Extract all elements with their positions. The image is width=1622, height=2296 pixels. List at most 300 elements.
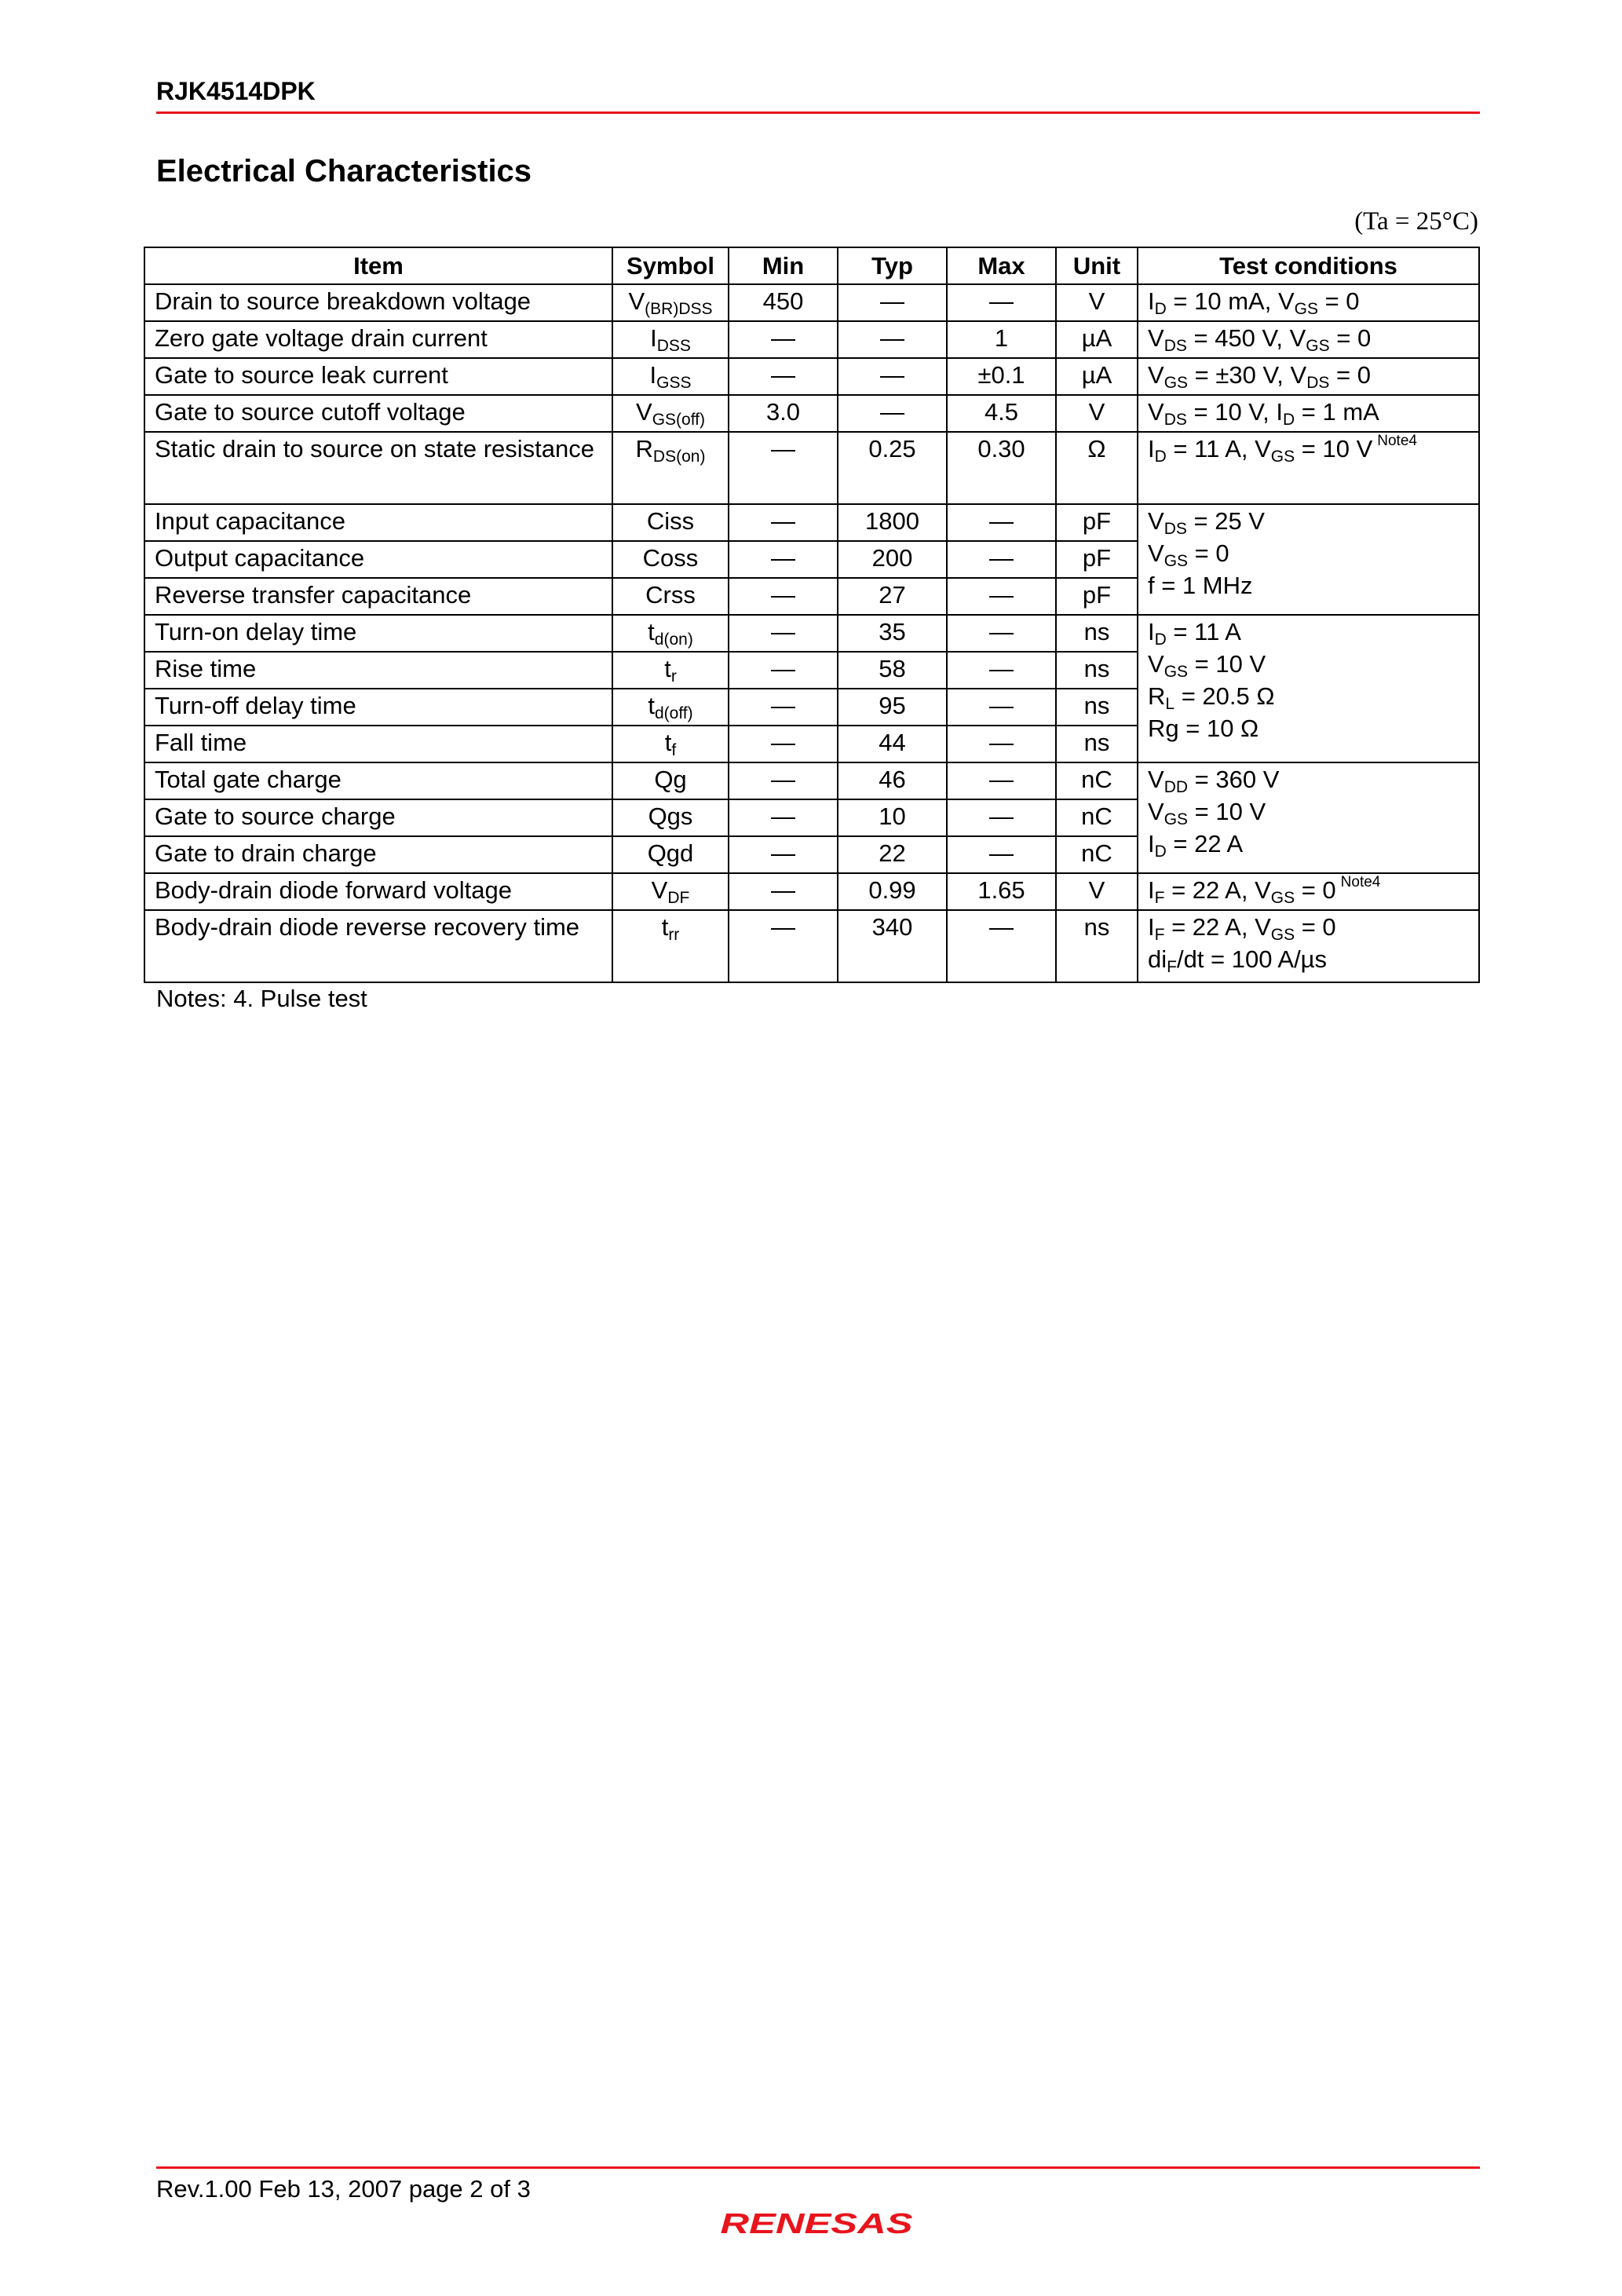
cond-sub: D	[1154, 448, 1167, 466]
symbol-cell	[612, 726, 729, 762]
cond-text: = 360 V	[1188, 766, 1280, 793]
header-unit: Unit	[1056, 247, 1138, 284]
symbol-main: R	[635, 435, 653, 462]
unit-value: nC	[1081, 803, 1112, 830]
typ-value: 340	[871, 913, 913, 941]
cond-line	[1148, 763, 1469, 795]
cond-text: V	[1148, 650, 1164, 678]
cond-text: Rg = 10 Ω	[1148, 715, 1259, 742]
min-cell	[729, 652, 838, 689]
unit-value: pF	[1082, 544, 1112, 572]
min-cell	[729, 395, 838, 432]
cond-text: = 22 A, V	[1164, 876, 1271, 904]
symbol-cell	[612, 652, 729, 689]
table-row	[144, 284, 1479, 321]
min-value: 450	[762, 287, 804, 315]
typ-value: —	[880, 324, 904, 352]
unit-value: µA	[1081, 324, 1112, 352]
max-cell	[947, 689, 1056, 726]
max-value: —	[989, 839, 1014, 867]
unit-cell	[1056, 689, 1138, 726]
cond-text: f = 1 MHz	[1148, 572, 1253, 599]
item-text: Zero gate voltage drain current	[155, 324, 488, 352]
cond-text: = 20.5 Ω	[1174, 682, 1275, 710]
min-cell	[729, 321, 838, 358]
min-cell	[729, 541, 838, 578]
symbol-cell	[612, 836, 729, 873]
ambient-condition: (Ta = 25°C)	[1354, 207, 1478, 236]
min-cell	[729, 504, 838, 541]
cond-sub: GS	[1164, 374, 1189, 392]
table-row	[144, 432, 1479, 504]
cond-text: = 0	[1329, 361, 1371, 389]
cond-line	[1148, 569, 1469, 601]
item-cell	[144, 873, 612, 910]
item-cell	[144, 284, 612, 321]
cond-sub: F	[1167, 958, 1177, 976]
symbol-main: t	[648, 618, 655, 645]
max-cell	[947, 762, 1056, 799]
min-value: —	[771, 913, 795, 941]
notes: Notes: 4. Pulse test	[156, 985, 367, 1012]
unit-cell	[1056, 910, 1138, 982]
unit-cell	[1056, 504, 1138, 541]
min-cell	[729, 910, 838, 982]
typ-cell	[838, 726, 947, 762]
symbol-main: I	[650, 324, 657, 352]
item-text: Body-drain diode reverse recovery time	[155, 913, 580, 941]
unit-cell	[1056, 726, 1138, 762]
symbol-main: Ciss	[646, 507, 695, 535]
symbol-sub: DS(on)	[652, 448, 706, 466]
header-symbol: Symbol	[612, 247, 729, 284]
section-title: Electrical Characteristics	[156, 154, 532, 188]
typ-value: 44	[879, 729, 906, 756]
test-conditions-cell	[1138, 321, 1479, 358]
cond-line	[1148, 616, 1469, 648]
max-value: —	[989, 803, 1014, 830]
symbol-main: Qgd	[647, 839, 694, 867]
typ-cell	[838, 836, 947, 873]
symbol-main: t	[664, 655, 671, 682]
cond-line	[1148, 943, 1469, 975]
unit-value: Ω	[1087, 435, 1106, 462]
unit-value: pF	[1082, 581, 1112, 609]
cond-text: = 10 V	[1295, 435, 1373, 462]
unit-value: V	[1088, 287, 1105, 315]
cond-text: = ±30 V, V	[1188, 361, 1307, 389]
test-conditions-cell	[1138, 284, 1479, 321]
max-cell	[947, 321, 1056, 358]
unit-value: ns	[1083, 618, 1110, 645]
symbol-sub: d(on)	[654, 631, 693, 649]
symbol-sub: GSS	[656, 374, 692, 392]
max-cell	[947, 726, 1056, 762]
max-cell	[947, 504, 1056, 541]
cond-text: = 10 V	[1188, 650, 1266, 678]
min-value: —	[771, 361, 795, 389]
cond-text: = 0	[1295, 876, 1336, 904]
test-conditions-cell	[1138, 615, 1479, 762]
symbol-cell	[612, 358, 729, 395]
renesas-logo-text: RENESAS	[720, 2207, 913, 2239]
symbol-sub: d(off)	[654, 704, 693, 722]
symbol-main: Qgs	[648, 803, 693, 830]
symbol-cell	[612, 432, 729, 504]
symbol-cell	[612, 762, 729, 799]
min-cell	[729, 689, 838, 726]
max-cell	[947, 358, 1056, 395]
unit-value: ns	[1083, 692, 1110, 719]
unit-cell	[1056, 762, 1138, 799]
max-cell	[947, 578, 1056, 615]
item-text: Static drain to source on state resistance	[155, 435, 595, 462]
typ-cell	[838, 358, 947, 395]
min-cell	[729, 726, 838, 762]
typ-cell	[838, 652, 947, 689]
header-test-conditions: Test conditions	[1138, 247, 1479, 284]
item-text: Reverse transfer capacitance	[155, 581, 472, 609]
item-text: Gate to source leak current	[155, 361, 448, 389]
item-cell	[144, 910, 612, 982]
cond-sub: GS	[1270, 448, 1295, 466]
symbol-sub: rr	[668, 926, 680, 944]
cond-text: = 22 A	[1166, 830, 1244, 857]
max-value: —	[989, 287, 1014, 315]
symbol-sub: DSS	[656, 337, 691, 355]
item-text: Input capacitance	[155, 507, 346, 535]
symbol-cell	[612, 504, 729, 541]
item-text: Gate to source cutoff voltage	[155, 398, 466, 426]
cond-sub: D	[1154, 843, 1167, 861]
symbol-sub: f	[671, 741, 677, 759]
cond-text: = 25 V	[1186, 507, 1265, 535]
typ-value: 200	[871, 544, 913, 572]
min-cell	[729, 836, 838, 873]
symbol-cell	[612, 321, 729, 358]
item-text: Turn-off delay time	[155, 692, 356, 719]
typ-value: —	[880, 398, 904, 426]
max-value: —	[989, 729, 1014, 756]
item-text: Fall time	[155, 729, 247, 756]
typ-cell	[838, 910, 947, 982]
unit-cell	[1056, 395, 1138, 432]
max-value: 1	[994, 324, 1009, 352]
typ-cell	[838, 504, 947, 541]
table-row	[144, 395, 1479, 432]
max-value: ±0.1	[977, 361, 1025, 389]
min-value: —	[771, 435, 795, 462]
max-value: —	[989, 692, 1014, 719]
cond-line	[1148, 712, 1469, 744]
min-cell	[729, 358, 838, 395]
symbol-cell	[612, 910, 729, 982]
cond-sub: D	[1154, 631, 1167, 649]
unit-value: µA	[1081, 361, 1112, 389]
unit-cell	[1056, 836, 1138, 873]
symbol-main: t	[661, 913, 669, 941]
symbol-main: V	[636, 398, 652, 426]
symbol-cell	[612, 395, 729, 432]
symbol-main: V	[651, 876, 668, 904]
max-value: 4.5	[984, 398, 1019, 426]
cond-sub: DS	[1164, 411, 1187, 429]
cond-text: I	[1148, 435, 1155, 462]
typ-cell	[838, 395, 947, 432]
cond-sub: GS	[1294, 300, 1318, 318]
unit-cell	[1056, 799, 1138, 836]
min-value: —	[771, 581, 795, 609]
header-max: Max	[947, 247, 1056, 284]
typ-value: 27	[879, 581, 906, 609]
cond-line	[1148, 537, 1469, 569]
table-row	[144, 873, 1479, 910]
cond-line	[1148, 680, 1469, 712]
cond-sub: D	[1282, 411, 1295, 429]
item-cell	[144, 762, 612, 799]
unit-cell	[1056, 652, 1138, 689]
test-conditions-cell	[1138, 762, 1479, 873]
cond-line	[1148, 795, 1469, 828]
unit-cell	[1056, 358, 1138, 395]
item-text: Total gate charge	[155, 766, 342, 793]
max-value: 1.65	[977, 876, 1025, 904]
cond-sub: GS	[1306, 337, 1330, 355]
unit-cell	[1056, 873, 1138, 910]
typ-cell	[838, 284, 947, 321]
item-text: Drain to source breakdown voltage	[155, 287, 532, 315]
min-value: 3.0	[765, 398, 801, 426]
symbol-sub: GS(off)	[652, 411, 705, 429]
item-cell	[144, 321, 612, 358]
cond-sub: GS	[1270, 926, 1295, 944]
typ-cell	[838, 873, 947, 910]
header-typ: Typ	[838, 247, 947, 284]
item-cell	[144, 432, 612, 504]
cond-sub: DS	[1164, 520, 1187, 538]
unit-value: ns	[1083, 913, 1110, 941]
table-row	[144, 910, 1479, 982]
max-cell	[947, 432, 1056, 504]
min-value: —	[771, 544, 795, 572]
footer-revision: Rev.1.00 Feb 13, 2007 page 2 of 3	[156, 2175, 531, 2203]
cond-text: /dt = 100 A/µs	[1176, 945, 1328, 973]
test-conditions-cell	[1138, 358, 1479, 395]
symbol-cell	[612, 799, 729, 836]
cond-text: R	[1148, 682, 1166, 710]
item-text: Gate to source charge	[155, 803, 396, 830]
max-cell	[947, 873, 1056, 910]
test-conditions-cell	[1138, 910, 1479, 982]
min-cell	[729, 432, 838, 504]
cond-sub: GS	[1164, 810, 1189, 828]
min-value: —	[771, 655, 795, 682]
min-cell	[729, 578, 838, 615]
table-header-row	[144, 247, 1479, 284]
item-cell	[144, 726, 612, 762]
symbol-cell	[612, 615, 729, 652]
cond-sub: DS	[1164, 337, 1187, 355]
note-ref: Note4	[1377, 433, 1417, 449]
unit-cell	[1056, 578, 1138, 615]
cond-sub: F	[1154, 889, 1165, 907]
symbol-main: t	[664, 729, 672, 756]
min-value: —	[771, 876, 795, 904]
test-conditions-cell	[1138, 873, 1479, 910]
typ-value: 10	[879, 803, 906, 830]
cond-text: = 0	[1188, 539, 1229, 567]
symbol-cell	[612, 873, 729, 910]
max-value: —	[989, 618, 1014, 645]
symbol-cell	[612, 541, 729, 578]
typ-cell	[838, 762, 947, 799]
min-value: —	[771, 766, 795, 793]
symbol-cell	[612, 578, 729, 615]
typ-value: 1800	[865, 507, 919, 535]
cond-text: I	[1148, 876, 1155, 904]
max-cell	[947, 541, 1056, 578]
typ-value: 46	[879, 766, 906, 793]
unit-value: V	[1088, 398, 1105, 426]
min-cell	[729, 873, 838, 910]
unit-value: nC	[1081, 839, 1112, 867]
item-text: Output capacitance	[155, 544, 365, 572]
note-ref: Note4	[1340, 874, 1381, 890]
typ-value: 22	[879, 839, 906, 867]
cond-text: I	[1148, 913, 1155, 941]
max-value: —	[989, 766, 1014, 793]
symbol-main: V	[628, 287, 645, 315]
unit-value: nC	[1081, 766, 1112, 793]
cond-sub: L	[1165, 695, 1175, 713]
max-cell	[947, 284, 1056, 321]
cond-text: = 10 V	[1188, 798, 1266, 825]
cond-text: V	[1148, 361, 1164, 389]
min-cell	[729, 799, 838, 836]
test-conditions-cell	[1138, 432, 1479, 504]
cond-text: V	[1148, 798, 1164, 825]
cond-text: = 11 A, V	[1166, 435, 1271, 462]
symbol-sub: DF	[667, 889, 690, 907]
test-conditions-cell	[1138, 504, 1479, 615]
unit-cell	[1056, 541, 1138, 578]
unit-cell	[1056, 284, 1138, 321]
item-text: Body-drain diode forward voltage	[155, 876, 512, 904]
table-row	[144, 358, 1479, 395]
symbol-main: Qg	[654, 766, 687, 793]
cond-line	[1148, 505, 1469, 537]
cond-text: V	[1148, 507, 1164, 535]
cond-text: I	[1148, 830, 1155, 857]
cond-line	[1148, 828, 1469, 860]
cond-text: I	[1148, 287, 1155, 315]
min-value: —	[771, 692, 795, 719]
cond-text: V	[1148, 398, 1164, 426]
item-cell	[144, 689, 612, 726]
typ-cell	[838, 799, 947, 836]
symbol-cell	[612, 284, 729, 321]
header-rule	[156, 112, 1480, 114]
symbol-cell	[612, 689, 729, 726]
max-value: —	[989, 544, 1014, 572]
cond-sub: F	[1154, 926, 1165, 944]
min-value: —	[771, 729, 795, 756]
cond-sub: DD	[1164, 778, 1189, 796]
table-row	[144, 762, 1479, 799]
cond-sub: GS	[1164, 552, 1189, 570]
cond-text: di	[1148, 945, 1167, 973]
item-cell	[144, 578, 612, 615]
cond-sub: D	[1154, 300, 1167, 318]
min-value: —	[771, 618, 795, 645]
unit-value: pF	[1082, 507, 1112, 535]
typ-value: 0.99	[868, 876, 916, 904]
typ-value: 58	[879, 655, 906, 682]
typ-cell	[838, 689, 947, 726]
cond-text: V	[1148, 324, 1164, 352]
cond-text: = 0	[1295, 913, 1336, 941]
item-text: Rise time	[155, 655, 257, 682]
typ-value: 95	[879, 692, 906, 719]
min-cell	[729, 762, 838, 799]
item-text: Gate to drain charge	[155, 839, 377, 867]
unit-value: V	[1088, 876, 1105, 904]
unit-cell	[1056, 321, 1138, 358]
cond-text: = 0	[1317, 287, 1360, 315]
min-value: —	[771, 803, 795, 830]
typ-cell	[838, 321, 947, 358]
cond-text: = 22 A, V	[1164, 913, 1271, 941]
typ-cell	[838, 578, 947, 615]
max-value: —	[989, 655, 1014, 682]
cond-text: = 1 mA	[1295, 398, 1379, 426]
typ-value: —	[880, 361, 904, 389]
symbol-main: Crss	[645, 581, 696, 609]
typ-value: 35	[879, 618, 906, 645]
max-value: 0.30	[977, 435, 1025, 462]
renesas-logo	[717, 2203, 916, 2243]
item-cell	[144, 358, 612, 395]
cond-text: V	[1148, 539, 1164, 567]
cond-text: V	[1148, 766, 1164, 793]
cond-sub: GS	[1164, 663, 1189, 681]
typ-cell	[838, 432, 947, 504]
footer-rule	[156, 2166, 1480, 2169]
symbol-main: I	[649, 361, 657, 389]
max-cell	[947, 836, 1056, 873]
cond-text: = 450 V, V	[1186, 324, 1306, 352]
item-cell	[144, 541, 612, 578]
min-value: —	[771, 507, 795, 535]
min-value: —	[771, 839, 795, 867]
max-cell	[947, 652, 1056, 689]
item-cell	[144, 504, 612, 541]
typ-value: —	[880, 287, 904, 315]
max-value: —	[989, 581, 1014, 609]
unit-value: ns	[1083, 729, 1110, 756]
max-cell	[947, 395, 1056, 432]
item-cell	[144, 395, 612, 432]
typ-cell	[838, 541, 947, 578]
max-cell	[947, 910, 1056, 982]
cond-line	[1148, 648, 1469, 680]
max-cell	[947, 799, 1056, 836]
symbol-main: t	[648, 692, 655, 719]
cond-text: = 10 mA, V	[1166, 287, 1295, 315]
symbol-main: Coss	[642, 544, 699, 572]
electrical-characteristics-table	[144, 247, 1480, 983]
product-header: RJK4514DPK	[156, 77, 316, 105]
